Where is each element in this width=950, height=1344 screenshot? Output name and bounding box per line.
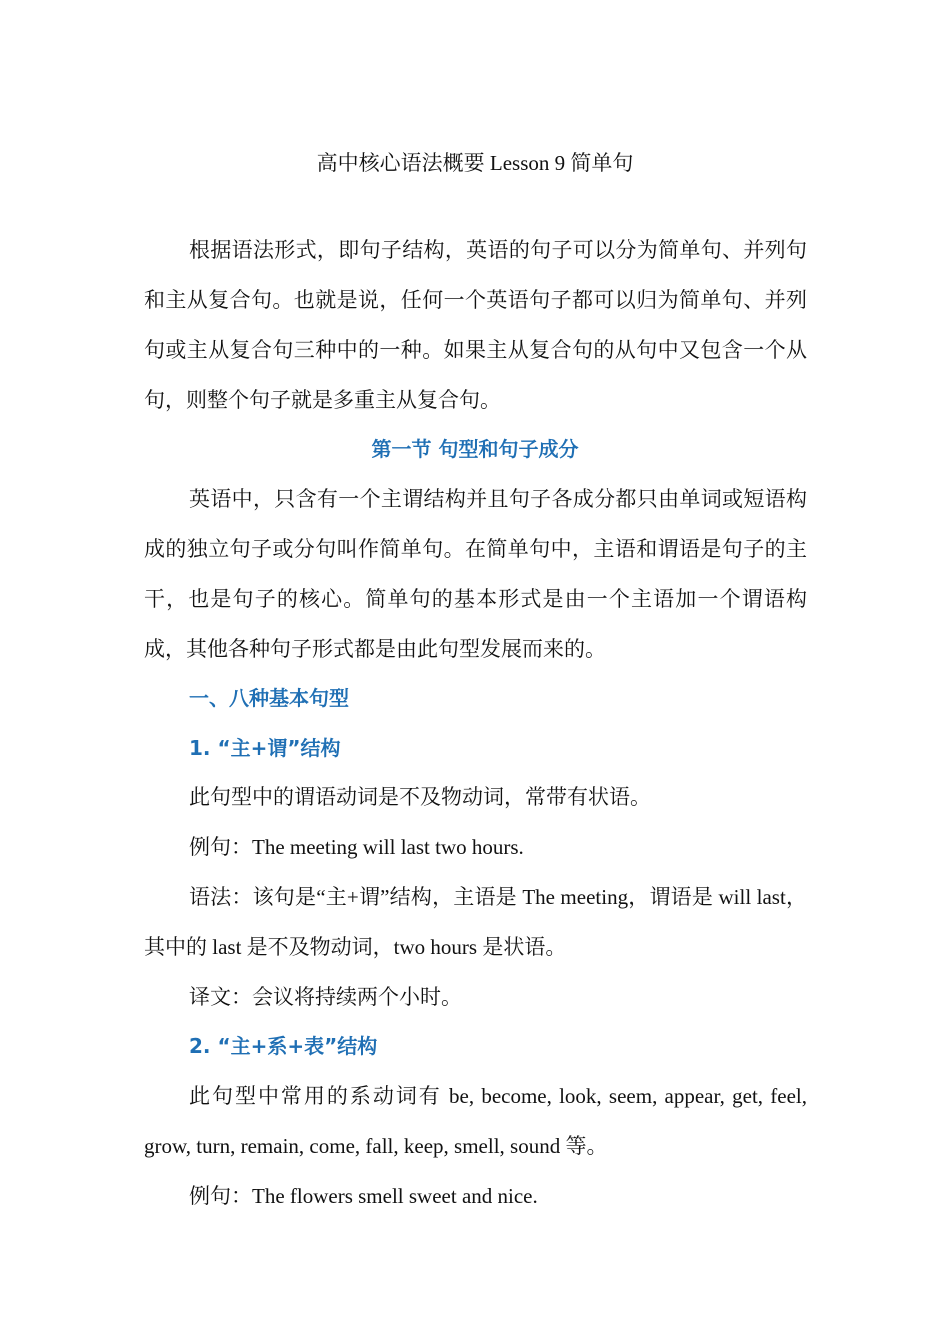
pattern1-example: 例句：The meeting will last two hours.: [189, 835, 524, 859]
pattern1-translation: 译文：会议将持续两个小时。: [189, 985, 462, 1009]
pattern2-description: 此句型中常用的系动词有 be, become, look, seem, appear, get, feel, grow, turn, remain, come, fall, keep, smell, sound 等。: [144, 1084, 807, 1158]
pattern2-example: 例句：The flowers smell sweet and nice.: [189, 1184, 538, 1208]
pattern2-heading: 2. “主+系+表”结构: [189, 1034, 378, 1058]
section-paragraph: 英语中，只含有一个主谓结构并且句子各成分都只由单词或短语构成的独立句子或分句叫作简单句。在简单句中，主语和谓语是句子的主干，也是句子的核心。简单句的基本形式是由一个主语加一个谓语构成，其他各种句子形式都是由此句型发展而来的。: [144, 487, 807, 661]
intro-paragraph: 根据语法形式，即句子结构，英语的句子可以分为简单句、并列句和主从复合句。也就是说，任何一个英语句子都可以归为简单句、并列句或主从复合句三种中的一种。如果主从复合句的从句中又包含一个从句，则整个句子就是多重主从复合句。: [144, 238, 807, 412]
subheading-basic-patterns: 一、八种基本句型: [189, 686, 349, 710]
document-title: 高中核心语法概要 Lesson 9 简单句: [316, 151, 634, 175]
pattern1-description: 此句型中的谓语动词是不及物动词，常带有状语。: [189, 785, 651, 809]
pattern1-grammar: 语法：该句是“主+谓”结构，主语是 The meeting，谓语是 will last，其中的 last 是不及物动词，two hours 是状语。: [144, 885, 807, 959]
section-heading: 第一节 句型和句子成分: [371, 437, 579, 461]
pattern1-heading: 1. “主+谓”结构: [189, 736, 341, 760]
